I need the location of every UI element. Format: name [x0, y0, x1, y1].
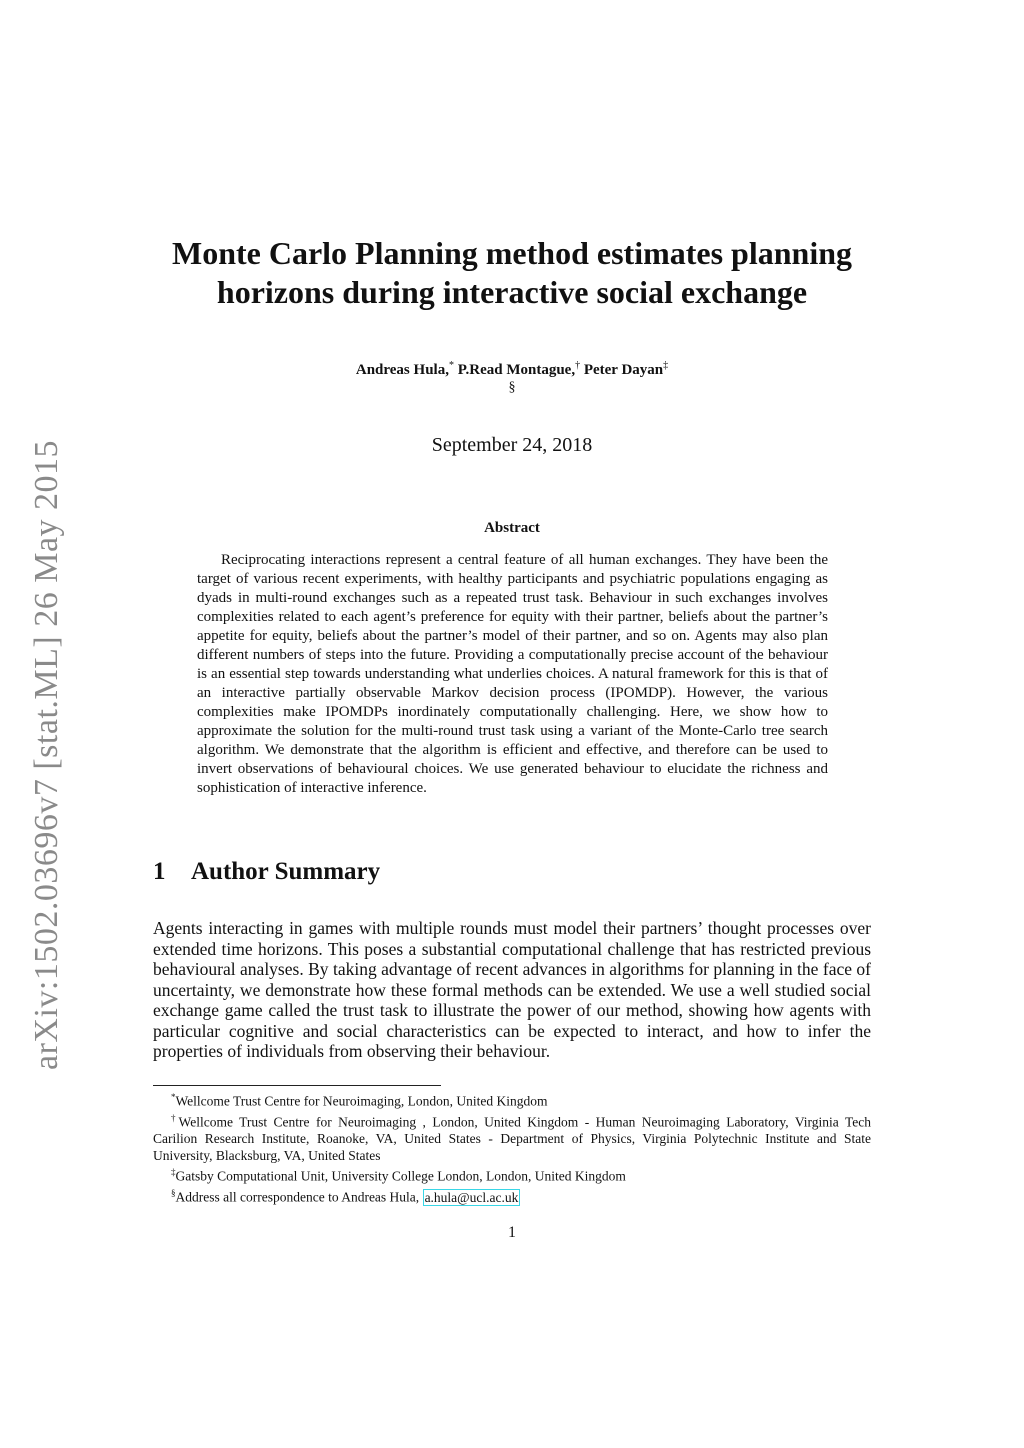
footnote-3-text: Gatsby Computational Unit, University College London, London, United Kingdom	[175, 1168, 626, 1184]
footnotes	[153, 1089, 871, 1206]
footnote-4-text: Address all correspondence to Andreas Hula,	[175, 1189, 423, 1205]
abstract-text: Reciprocating interactions represent a central feature of all human exchanges. They have been the target of various recent experiments, with healthy participants and psychiatric populations engaging as dyads in multi-round exchanges such as a repeated trust task. Behaviour in such exchanges involves complexities related to each agent’s preference for equity with their partner, beliefs about the partner’s appetite for equity, beliefs about the partner’s model of their partner, and so on. Agents may also plan different numbers of steps into the future. Providing a computationally precise account of the behaviour is an essential step towards understanding what underlies choices. A natural framework for this is that of an interactive partially observable Markov decision process (IPOMDP). However, the various complexities make IPOMDPs inordinately computationally challenging. Here, we show how to approximate the solution for the multi-round trust task using a variant of the Monte-Carlo tree search algorithm. We demonstrate that the algorithm is efficient and effective, and therefore can be used to invert observations of behavioural choices. We use generated behaviour to elucidate the richness and sophistication of interactive inference.	[197, 552, 828, 796]
section-heading-author-summary	[153, 858, 380, 886]
author-montague-footnote-mark: †	[575, 360, 581, 371]
author-montague: P.Read Montague,	[453, 362, 576, 378]
section-title: Author Summary	[191, 858, 381, 885]
author-hula-footnote-mark: *	[448, 360, 454, 371]
footnote-4	[153, 1185, 871, 1206]
author-dayan: Peter Dayan	[580, 362, 664, 378]
footnote-3	[153, 1164, 871, 1185]
footnote-2	[153, 1110, 871, 1164]
author-hula: Andreas Hula,	[355, 362, 449, 378]
author-summary-text: Agents interacting in games with multiple rounds must model their partners’ thought processes over extended time horizons. This poses a substantial computational challenge that has restricted previous behavioural analyses. By taking advantage of recent advances in algorithms for planning in the face of uncertainty, we demonstrate how these formal methods can be extended. We use a well studied social exchange game called the trust task to illustrate the power of our method, showing how agents with particular cognitive and social characteristics can be expected to interact, and how to infer the properties of individuals from observing their behaviour.	[153, 918, 871, 1061]
title-line-2: horizons during interactive social exchange	[216, 274, 808, 310]
footnote-3-mark: ‡	[171, 1167, 176, 1177]
section-number: 1	[153, 858, 166, 885]
footnote-1	[153, 1089, 871, 1110]
footnote-2-mark: †	[171, 1113, 179, 1123]
footnote-1-text: Wellcome Trust Centre for Neuroimaging, London, United Kingdom	[175, 1093, 548, 1109]
abstract-heading: Abstract	[484, 520, 540, 536]
author-dayan-footnote-mark: ‡	[663, 360, 669, 371]
footnote-4-mark: §	[171, 1188, 176, 1198]
footnote-2-text: Wellcome Trust Centre for Neuroimaging , London, United Kingdom - Human Neuroimaging Laboratory, Virginia Tech Carilion Research Institute, Roanoke, VA, United States - Department of Physics, Virginia Polytechnic Institute and State University, Blacksburg, VA, United States	[153, 1114, 871, 1163]
footnote-1-mark: *	[171, 1092, 176, 1102]
footnote-divider	[153, 1085, 441, 1086]
paper-date: September 24, 2018	[431, 434, 593, 456]
title-line-1: Monte Carlo Planning method estimates planning	[171, 235, 853, 271]
author-list	[150, 360, 874, 379]
correspondence-mark: §	[508, 380, 516, 395]
paper-title	[150, 234, 874, 312]
page-number: 1	[508, 1224, 516, 1241]
email-link[interactable]: a.hula@ucl.ac.uk	[424, 1189, 519, 1205]
arxiv-identifier-stamp: arXiv:1502.03696v7 [stat.ML] 26 May 2015	[28, 439, 65, 1070]
